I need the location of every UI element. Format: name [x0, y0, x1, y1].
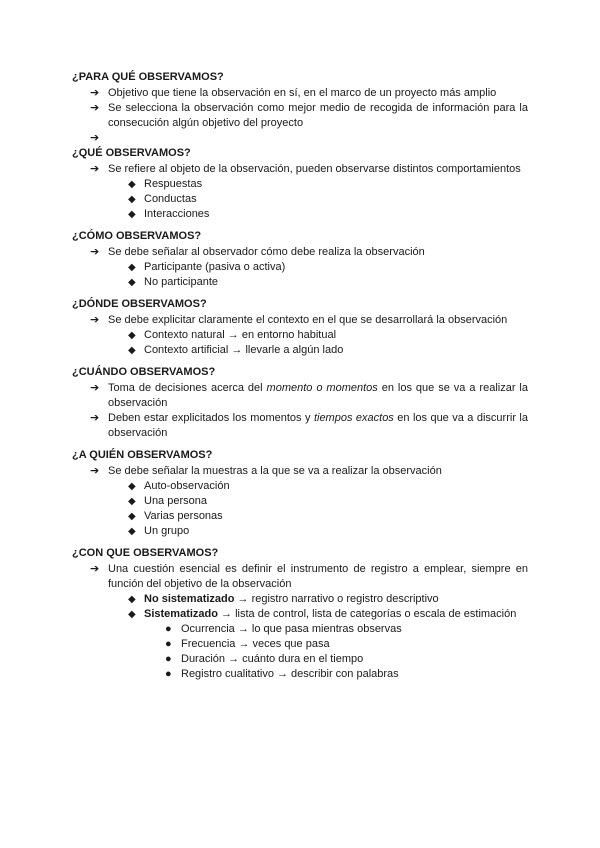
section-con-que: [72, 546, 528, 682]
section-heading: ¿CÓMO OBSERVAMOS?: [72, 230, 202, 242]
sub-sub-list-item: ● Ocurrencia → lo que pasa mientras observas: [165, 623, 402, 635]
section-a-quien: [72, 448, 528, 539]
bullet-icon: ●: [165, 638, 172, 650]
diamond-icon: ◆: [128, 481, 136, 492]
list-item: ➔ Deben estar explicitados los momentos y tiempos exactos en los que va a discurrir la observación: [90, 412, 528, 439]
bullet-icon: ●: [165, 653, 172, 665]
sub-list-item: ◆ Sistematizado → lista de control, lista de categorías o escala de estimación: [128, 608, 517, 620]
arrow-icon: ➔: [90, 314, 100, 326]
diamond-icon: ◆: [128, 511, 136, 522]
bullet-icon: ●: [165, 668, 172, 680]
list-item: ➔ Se debe explicitar claramente el contexto en el que se desarrollará la observación: [90, 314, 508, 326]
sub-list-item: ◆ Auto-observación: [128, 480, 230, 492]
sub-list-item: ◆ Un grupo: [128, 525, 190, 537]
diamond-icon: ◆: [128, 330, 136, 341]
section-heading: ¿CUÁNDO OBSERVAMOS?: [72, 366, 216, 378]
list-item: ➔ Objetivo que tiene la observación en sí, en el marco de un proyecto más amplio: [90, 87, 497, 99]
list-item: ➔ Se debe señalar la muestras a la que se va a realizar la observación: [90, 465, 442, 477]
sub-list-item: ◆ No sistematizado → registro narrativo o registro descriptivo: [128, 593, 439, 605]
sub-sub-list-item: ● Duración → cuánto dura en el tiempo: [165, 653, 364, 665]
sub-sub-list-item: ● Frecuencia → veces que pasa: [165, 638, 330, 650]
diamond-icon: ◆: [128, 194, 136, 205]
sub-list-item: ◆ No participante: [128, 276, 218, 288]
arrow-icon: ➔: [90, 132, 100, 144]
section-heading: ¿QUÉ OBSERVAMOS?: [72, 147, 191, 159]
bullet-icon: ●: [165, 623, 172, 635]
arrow-icon: ➔: [90, 163, 100, 175]
section-heading: ¿PARA QUÉ OBSERVAMOS?: [72, 71, 224, 83]
sub-list-item: ◆ Conductas: [128, 193, 197, 205]
diamond-icon: ◆: [128, 609, 136, 620]
sub-list-item: ◆ Participante (pasiva o activa): [128, 261, 286, 273]
arrow-icon: ➔: [90, 87, 100, 99]
arrow-icon: ➔: [90, 563, 100, 575]
sub-sub-list-item: ● Registro cualitativo → describir con palabras: [165, 668, 399, 680]
section-heading: ¿DÓNDE OBSERVAMOS?: [72, 298, 207, 310]
section-heading: ¿A QUIÉN OBSERVAMOS?: [72, 449, 213, 461]
sub-list-item: ◆ Una persona: [128, 495, 207, 507]
sub-list-item: ◆ Interacciones: [128, 208, 210, 220]
section-heading: ¿CON QUE OBSERVAMOS?: [72, 547, 219, 559]
diamond-icon: ◆: [128, 262, 136, 273]
sub-list-item: ◆ Contexto natural → en entorno habitual: [128, 329, 337, 341]
list-item: ➔ Se selecciona la observación como mejor medio de recogida de información para la consecución algún objetivo del proyecto: [90, 102, 528, 129]
section-como: [72, 229, 528, 290]
list-item: ➔ Toma de decisiones acerca del momento o momentos en los que se va a realizar la observación: [90, 382, 528, 409]
diamond-icon: ◆: [128, 277, 136, 288]
arrow-icon: ➔: [90, 102, 100, 114]
section-cuando: [72, 365, 528, 441]
diamond-icon: ◆: [128, 594, 136, 605]
list-item: ➔ Se refiere al objeto de la observación, pueden observarse distintos comportamientos: [90, 163, 521, 175]
section-que: [72, 146, 528, 222]
sub-list-item: ◆ Varias personas: [128, 510, 223, 522]
section-donde: [72, 297, 528, 358]
arrow-icon: ➔: [90, 382, 100, 394]
diamond-icon: ◆: [128, 345, 136, 356]
sub-list-item: ◆ Contexto artificial → llevarle a algún lado: [128, 344, 344, 356]
section-para-que: [72, 70, 528, 146]
sub-list-item: ◆ Respuestas: [128, 178, 203, 190]
list-item: ➔ Una cuestión esencial es definir el instrumento de registro a emplear, siempre en función del objetivo de la observación: [90, 563, 528, 590]
diamond-icon: ◆: [128, 496, 136, 507]
diamond-icon: ◆: [128, 179, 136, 190]
arrow-icon: ➔: [90, 246, 100, 258]
diamond-icon: ◆: [128, 209, 136, 220]
arrow-icon: ➔: [90, 465, 100, 477]
arrow-icon: ➔: [90, 412, 100, 424]
empty-list-item: [72, 131, 528, 146]
list-item: ➔ Se debe señalar al observador cómo debe realiza la observación: [90, 246, 425, 258]
diamond-icon: ◆: [128, 526, 136, 537]
